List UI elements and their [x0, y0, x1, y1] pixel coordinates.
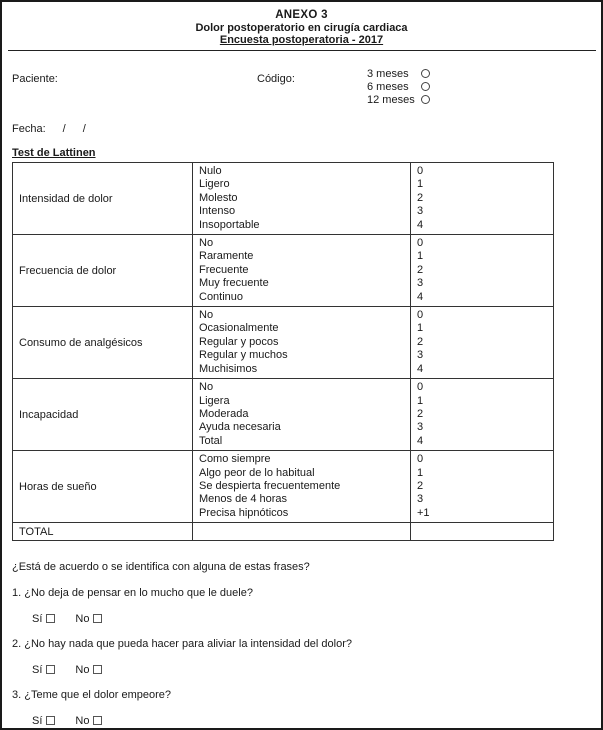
option-12-meses	[367, 94, 430, 107]
score-value: 2	[417, 479, 424, 492]
row-options	[193, 379, 411, 451]
q2-yes-label: Sí	[32, 664, 43, 676]
questions-intro: ¿Está de acuerdo o se identifica con alguna de estas frases?	[12, 561, 310, 573]
page-subtitle-year: Encuesta postoperatoria - 2017	[219, 34, 384, 46]
option-label: Como siempre	[199, 453, 271, 466]
option-label: Ayuda necesaria	[199, 421, 281, 434]
page-title: ANEXO 3	[275, 9, 328, 21]
row-options	[193, 451, 411, 523]
row-category: Incapacidad	[13, 379, 193, 451]
row-scores	[411, 379, 554, 451]
option-label: Ligera	[199, 394, 230, 407]
fecha-slash-1: /	[62, 123, 66, 135]
option-label: Regular y pocos	[199, 335, 279, 348]
option-label: Moderada	[199, 407, 249, 420]
option-6-meses	[367, 81, 430, 94]
questions-section	[12, 561, 593, 730]
score-value: 4	[417, 434, 424, 447]
codigo-options	[367, 68, 430, 107]
q1-yes-label: Sí	[32, 613, 43, 625]
row-category: Intensidad de dolor	[13, 163, 193, 235]
option-6-meses-label: 6 meses	[367, 81, 409, 93]
fecha-slash-2: /	[82, 123, 86, 135]
option-label: Ocasionalmente	[199, 322, 279, 335]
paciente-label: Paciente:	[12, 73, 58, 85]
q1-no-checkbox[interactable]	[93, 614, 102, 623]
question-1-text: 1. ¿No deja de pensar en lo mucho que le duele?	[12, 587, 253, 599]
option-label: No	[199, 309, 214, 322]
row-options	[193, 235, 411, 307]
option-3-meses-label: 3 meses	[367, 68, 409, 80]
option-label: Precisa hipnóticos	[199, 506, 289, 519]
question-2-answers	[32, 664, 593, 677]
form-header	[2, 9, 601, 47]
score-value: 2	[417, 191, 424, 204]
option-label: Raramente	[199, 250, 254, 263]
option-label: Regular y muchos	[199, 349, 288, 362]
q3-no-checkbox[interactable]	[93, 716, 102, 725]
question-1-answers	[32, 613, 593, 626]
question-3-answers	[32, 715, 593, 728]
q1-yes-checkbox[interactable]	[46, 614, 55, 623]
option-label: No	[199, 381, 214, 394]
total-score-empty	[411, 523, 554, 541]
fecha-label: Fecha:	[12, 123, 46, 135]
score-value: 4	[417, 290, 424, 303]
option-label: Ligero	[199, 178, 230, 191]
option-label: Frecuente	[199, 263, 249, 276]
table-row-frecuencia	[13, 235, 554, 307]
option-12-meses-label: 12 meses	[367, 94, 415, 106]
row-category: Frecuencia de dolor	[13, 235, 193, 307]
option-label: Continuo	[199, 290, 244, 303]
q3-no-label: No	[75, 715, 90, 727]
row-category: Consumo de analgésicos	[13, 307, 193, 379]
option-label: Muy frecuente	[199, 277, 269, 290]
q2-no-checkbox[interactable]	[93, 665, 102, 674]
radio-3-meses[interactable]	[421, 69, 430, 78]
table-row-sueno	[13, 451, 554, 523]
fecha-field	[12, 123, 86, 135]
option-label: Molesto	[199, 191, 238, 204]
score-value: 1	[417, 466, 424, 479]
row-options	[193, 307, 411, 379]
option-label: Insoportable	[199, 218, 260, 231]
score-value: 2	[417, 263, 424, 276]
q3-yes-label: Sí	[32, 715, 43, 727]
score-value: 3	[417, 349, 424, 362]
score-value: 0	[417, 309, 424, 322]
q2-yes-checkbox[interactable]	[46, 665, 55, 674]
score-value: +1	[417, 506, 430, 519]
option-label: Menos de 4 horas	[199, 493, 288, 506]
score-value: 2	[417, 407, 424, 420]
row-options	[193, 163, 411, 235]
total-label: TOTAL	[13, 523, 193, 541]
option-label: Nulo	[199, 165, 222, 177]
header-divider	[8, 50, 596, 51]
score-value: 0	[417, 381, 424, 394]
score-value: 2	[417, 335, 424, 348]
q3-yes-checkbox[interactable]	[46, 716, 55, 725]
radio-6-meses[interactable]	[421, 82, 430, 91]
score-value: 3	[417, 277, 424, 290]
option-label: Muchisimos	[199, 362, 258, 375]
score-value: 3	[417, 493, 424, 506]
table-row-total	[13, 523, 554, 541]
score-value: 4	[417, 218, 424, 231]
table-row-intensidad	[13, 163, 554, 235]
table-row-incapacidad	[13, 379, 554, 451]
table-row-analgesicos	[13, 307, 554, 379]
score-value: 3	[417, 205, 424, 218]
page-subtitle: Dolor postoperatorio en cirugía cardiaca	[195, 21, 408, 34]
codigo-label: Código:	[257, 73, 295, 85]
score-value: 4	[417, 362, 424, 375]
row-scores	[411, 307, 554, 379]
option-label: Se despierta frecuentemente	[199, 479, 341, 492]
score-value: 1	[417, 322, 424, 335]
question-2-text: 2. ¿No hay nada que pueda hacer para aliviar la intensidad del dolor?	[12, 638, 353, 650]
score-value: 3	[417, 421, 424, 434]
row-scores	[411, 163, 554, 235]
q1-no-label: No	[75, 613, 90, 625]
option-label: Total	[199, 434, 223, 447]
option-3-meses	[367, 68, 430, 81]
option-label: No	[199, 237, 214, 250]
score-value: 1	[417, 250, 424, 263]
score-value: 1	[417, 178, 424, 191]
option-label: Algo peor de lo habitual	[199, 466, 315, 479]
total-options-empty	[193, 523, 411, 541]
row-category: Horas de sueño	[13, 451, 193, 523]
lattinen-section-title: Test de Lattinen	[12, 147, 96, 159]
score-value: 0	[417, 237, 424, 250]
lattinen-table	[12, 162, 554, 541]
score-value: 1	[417, 394, 424, 407]
score-value: 0	[417, 453, 424, 466]
row-scores	[411, 451, 554, 523]
score-value: 0	[417, 165, 424, 177]
q2-no-label: No	[75, 664, 90, 676]
radio-12-meses[interactable]	[421, 95, 430, 104]
option-label: Intenso	[199, 205, 236, 218]
question-3-text: 3. ¿Teme que el dolor empeore?	[12, 689, 171, 701]
row-scores	[411, 235, 554, 307]
